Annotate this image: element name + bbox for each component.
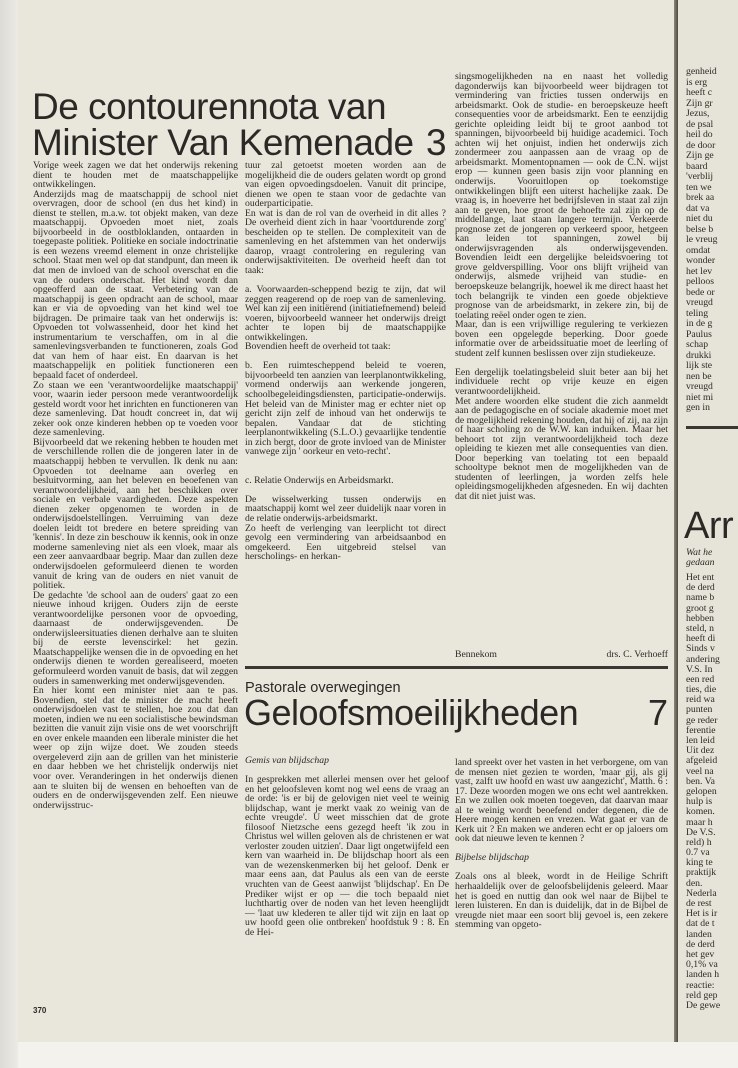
paragraph: De wisselwerking tussen onderwijs en maatschappij komt wel zeer duidelijk naar voren in de relatie onderwijs-arbeidsmarkt. xyxy=(245,493,446,524)
text-line-fragment: len leid xyxy=(686,735,715,746)
text-line-fragment: Zijn ge xyxy=(686,150,714,161)
text-line-fragment: 0.7 va xyxy=(686,847,710,859)
text-line-fragment: een red xyxy=(686,673,715,685)
text-line-fragment: reld) h xyxy=(686,836,712,848)
paragraph: Anderzijds mag de maatschappij de school niet overvragen, door de school (en dus het kind) in dienst te stellen, m.a.w. tot objekt maken, van deze maatschappij. Opvoeden moet niet, zoals bijvoorbeeld in de oostbloklanden, ontaarden in toegepaste politiek. Politieke en sociale indoctrinatie is een wezens vreemd element in onze christelijke school. Staat men wel op dat standpunt, dan meen ik dat men de invloed van de school overschat en die van de ouders onderschat. Het kind wordt dan opgeofferd aan de staat. Verbetering van de maatschappij is geen opdracht aan de school, maar kan er via de opvoeding van het kind wel toe bijdragen. De primaire taak van het onderwijs is: Opvoeden tot volwassenheid, door het kind het instrumentarium te verschaffen, om in al die samenlevingsverbanden te functioneren, zoals God dat van hem of haar eist. En daarvan is het maatschappelijk en politiek functioneren een bepaald facet of onderdeel. xyxy=(33,188,238,382)
text-line-fragment: 0,1% va xyxy=(686,959,718,971)
article2-column-3 xyxy=(455,758,668,930)
text-line-fragment: De V.S. xyxy=(686,826,716,838)
paragraph: Vorige week zagen we dat het onderwijs rekening dient te houden met de maatschappelijke ontwikkelingen. xyxy=(33,160,238,191)
text-line-fragment: praktijk xyxy=(686,867,717,879)
text-line-fragment: in de g xyxy=(686,318,713,329)
text-line-fragment: Uit dez xyxy=(686,745,715,757)
paragraph: singsmogelijkheden na en naast het volledig dagonderwijs kan bijvoorbeeld weer bijdragen tot vermindering van fricties tussen onderwijs en arbeidsmarkt. Ook de studie- en beroepskeuze heeft consequenties voor de arbeidsmarkt. Een te eenzijdig gerichte opleiding leidt bij te groot aanbod tot spanningen, bijvoorbeeld bij huidige academici. Toch achten wij het onjuist, indien het onderwijs zich zondermeer zou aanpassen aan de vraag op de arbeidsmarkt. Momentopnamen — ook de C.N. wijst erop — kunnen geen basis zijn voor planning en onderwijs. Vooruitlopen op toekomstige ontwikkelingen blijft een uiterst hachelijke zaak. De vraag is, in hoeverre het bedrijfsleven in staat zal zijn aan te geven, hoe groot de behoefte zal zijn op de middellange, laat staan langere termijn. Verkeerde prognose zet de jongeren op verkeerd spoor, hetgeen kan leiden tot spanningen, zowel bij onderwijsvragenden als onderwijsgevenden. Bovendien leidt een dergelijke beleidsvoering tot grove geldverspilling. Voor ons blijft vrijheid van onderwijs, alsmede vrijheid van studie- en beroepskeuze belangrijk, hoewel ik me direct haast het toch belangrijk te vinden een goede objektieve prognose van de arbeidsmarkt, in zekere zin, bij de toelating reëel onder ogen te zien. xyxy=(455,71,668,321)
text-line-fragment: ferentie xyxy=(686,724,716,736)
paragraph: land spreekt over het vasten in het verborgene, om van de mensen niet gezien te worden, 'maar gij, als gij vast, zalft uw hoofd en wast uw aangezicht', Matth. 6 : 17. Deze woorden mogen we ons echt wel aantrekken. En we zullen ook moeten toegeven, dat daarvan maar al te weinig wordt beoefend onder degenen, die de Heere mogen kennen en vrezen. Wat gaat er van de Kerk uit ? En maken we anderen echt er op jaloers om ook dat nieuwe leven te kennen ? xyxy=(455,757,668,845)
text-line-fragment: king te xyxy=(686,857,713,869)
text-line-fragment: heeft di xyxy=(686,633,716,645)
text-line-fragment: Sinds v xyxy=(686,643,715,655)
paragraph: Zoals ons al bleek, wordt in de Heilige Schrift herhaaldelijk over de geloofsbelijdenis geleerd. Maar het is goed en nuttig dan ook wel naar de Bijbel te leren luisteren. En dan is duidelijk, dat in de Bijbel de vreugde niet maar een soort blij gevoel is, een zekere stemming van opgeto- xyxy=(455,871,668,931)
text-line-fragment: lijk ste xyxy=(686,360,713,371)
text-line-fragment: de rest xyxy=(686,898,712,909)
text-line-fragment: bede or xyxy=(686,286,715,298)
text-line-fragment: veel na xyxy=(686,765,714,777)
text-line-fragment: reactie: xyxy=(686,979,715,991)
text-line-fragment: het lev xyxy=(686,265,713,277)
text-line-fragment: landen xyxy=(686,928,712,940)
adjacent-article-subtitle xyxy=(686,548,715,567)
text-line-fragment: punten xyxy=(686,704,713,716)
text-line-fragment: de derd xyxy=(686,582,715,594)
text-line-fragment: hebben xyxy=(686,612,714,624)
text-line-fragment: ben. Va xyxy=(686,775,715,787)
text-line-fragment: gen in xyxy=(686,402,710,413)
text-line-fragment: dat de t xyxy=(686,918,715,930)
article-title-line2: Minister Van Kemenade xyxy=(32,122,414,163)
signature-place: Bennekom xyxy=(455,649,497,660)
paragraph: a. Voorwaarden-scheppend bezig te zijn, dat wil zeggen reagerend op de roep van de samenleving. Wel kan zij een initiërend (initiatiefnemend) beleid voeren, bijvoorbeeld wanneer het onderwijs dreigt achter te lopen bij de maatschappijke ontwikkelingen. xyxy=(245,284,446,343)
text-line-fragment: nen be xyxy=(686,370,712,382)
text-line-fragment: De gewe xyxy=(686,999,721,1011)
paragraph: En hier komt een minister niet aan te pas. Bovendien, stel dat de minister de macht heeft onderwijsdoelen vast te stellen, hoe zou dat dan moeten, indien we nu een socialistische bewindsman bezitten die vanuit zijn visie ons de wet voorschrijft en over enkele maanden een liberale minister die het weer op zijn wijze doet. We zouden steeds overgeleverd zijn aan de grillen van het ministerie en daar hebben we het christelijk onderwijs niet voor over. Veranderingen in het onderwijs dienen aan te sluiten bij de wensen en behoeften van de ouders en de onderwijsgevenden zelf. Een nieuwe onderwijsstruc- xyxy=(33,685,238,811)
text-line-fragment: teling xyxy=(686,307,709,319)
text-line-fragment: niet mi xyxy=(686,391,714,403)
paragraph: Een dergelijk toelatingsbeleid sluit beter aan bij het individuele recht op vrije keuze en eigen verantwoordelijkheid. xyxy=(455,366,668,397)
text-line-fragment: genheid xyxy=(686,66,717,77)
paragraph: Zo heeft de verlenging van leerplicht tot direct gevolg een vermindering van arbeidsaanbod en omgekeerd. Een uitgebreid stelsel van herscholings- en herkan- xyxy=(245,522,446,563)
text-line-fragment: Het ent xyxy=(686,572,715,583)
text-line-fragment: de door xyxy=(686,139,716,151)
text-line-fragment: Zijn gr xyxy=(686,97,713,109)
text-line-fragment: Wat he xyxy=(686,547,713,558)
article2-title: Geloofsmoeilijkheden xyxy=(244,692,579,733)
text-line-fragment: V.S. In xyxy=(686,663,713,675)
text-line-fragment: het gev xyxy=(686,948,715,960)
article-part-number: 3 xyxy=(426,122,447,163)
text-line-fragment: vreugd xyxy=(686,297,713,308)
text-line-fragment: de psal xyxy=(686,118,714,130)
text-line-fragment: den. xyxy=(686,877,703,889)
text-line-fragment: gelopen xyxy=(686,785,717,797)
text-line-fragment: landen h xyxy=(686,969,720,981)
paragraph: Met andere woorden elke student die zich aanmeldt aan de pedagogische en of sociale akademie moet met de mogelijkheid rekening houden, dat hij of zij, na zijn of haar scholing zo de W.W. kan induiken. Maar het behoort tot zijn verantwoordelijkheid toch deze opleiding te kiezen met alle consequenties van dien. Door beperking van toelating tot een bepaald schooltype beknot men de mogelijkheden van de studenten of leerlingen, ja worden zelfs hele opleidingsmogelijkheden afgesneden. En wij dachten dat dit niet juist was. xyxy=(455,395,668,503)
text-line-fragment: ten we xyxy=(686,181,712,193)
text-line-fragment: maar h xyxy=(686,816,713,828)
paragraph: tuur zal getoetst moeten worden aan de mogelijkheid die de ouders gelaten wordt op grond van eigen opvoedingsdoelen. Vanuit dit principe, dienen we open te staan voor de gedachte van ouderparticipatie. xyxy=(245,160,446,210)
text-line-fragment: wonder xyxy=(686,255,716,266)
text-line-fragment: komen. xyxy=(686,806,715,818)
text-line-fragment: reid wa xyxy=(686,694,715,706)
text-line-fragment: niet du xyxy=(686,213,713,224)
text-line-fragment: groot g xyxy=(686,602,714,614)
text-line-fragment: heeft c xyxy=(686,87,713,98)
paragraph: In gesprekken met allerlei mensen over het geloof en het geloofsleven komt nog wel eens de vraag an de orde: 'is er bij de gelovigen niet veel te weinig blijdschap, want je merkt vaak zo weinig van de echte vreugde'. U weet misschien dat de grote filosoof Nietzsche eens gezegd heeft 'ik zou in Christus wel willen geloven als de christenen er wat verloster zouden uitzien'. Daar ligt ongetwijfeld een kern van waarheid in. De blijdschap hoort als een van de wezenskenmerken bij het geloof. Denk er maar eens aan, dat Paulus als een van de eerste vruchten van de Geest aanwijst 'blijdschap'. En De Prediker wijst er op — die toch bepaald niet luchthartig over de noden van het leven heenglijdt — 'laat uw klederen te aller tijd wit zijn en laat op uw hoofd geen olie ontbreken' hoofdstuk 9 : 8. En de Hei- xyxy=(245,774,449,938)
article1-column-2 xyxy=(245,161,446,562)
paragraph: Zo staan we een 'verantwoordelijke maatschappij' voor, waarin ieder persoon mede verantwoordelijk gesteld wordt voor het inrichten en functioneren van deze samenleving. Dat houdt concreet in, dat wij zeker ook onze kinderen hebben op te voeden voor deze samenleving. xyxy=(33,379,238,439)
text-line-fragment: belse b xyxy=(686,223,714,235)
paragraph: De gedachte 'de school aan de ouders' gaat zo een nieuwe inhoud krijgen. Ouders zijn de eerste verantwoordelijke personen voor de opvoeding, daarnaast de onderwijsgevenden. De onderwijsleersituaties dienen derhalve aan te sluiten bij de eerste levenscirkel: het gezin. Maatschappelijke wensen die in de opvoeding en het onderwijs dienen te worden gerealiseerd, moeten geformuleerd worden vanuit de basis, dat wil zeggen ouders in samenwerking met onderwijsgevenden. xyxy=(33,589,238,687)
article2-subhead: Gemis van blijdschap xyxy=(245,755,329,766)
article2-kicker: Pastorale overwegingen xyxy=(245,680,401,696)
text-line-fragment: is erg xyxy=(686,76,708,88)
text-line-fragment: andering xyxy=(686,653,720,665)
text-line-fragment: gedaan xyxy=(686,556,715,568)
text-line-fragment: Paulus xyxy=(686,328,712,340)
text-line-fragment: Het is ir xyxy=(686,908,718,920)
text-line-fragment: omdat xyxy=(686,244,711,256)
text-line-fragment: Nederla xyxy=(686,887,717,899)
text-line-fragment: ties, die xyxy=(686,684,717,696)
text-line-fragment: reld gep xyxy=(686,989,718,1001)
text-line-fragment: baard xyxy=(686,160,708,172)
paragraph: b. Een ruimtescheppend beleid te voeren, bijvoorbeeld ten aanzien van leerplanontwikkeling, vormend onderwijs aan werkende jongeren, schoolbegeleidingsdiensten, participatie-onderwijs. Het beleid van de Minister mag er echter niet op gericht zijn zelf de inhoud van het onderwijs te bepalen. Vandaar dat de stichting leerplanontwikkeling (S.L.O.) gevaarlijke tendentie in zich bergt, door de grote invloed van de Minister vanwege zijn ' oorkeur en veto-recht'. xyxy=(245,360,446,458)
article2-part-number: 7 xyxy=(648,692,668,733)
text-line-fragment: vreugd xyxy=(686,381,713,392)
text-line-fragment: pelloos xyxy=(686,276,714,287)
text-line-fragment: ge reder xyxy=(686,714,718,726)
article2-column-2 xyxy=(245,775,449,937)
paragraph: Bovendien heeft de overheid tot taak: xyxy=(245,341,391,353)
text-line-fragment: hulp is xyxy=(686,796,713,808)
article-divider-rule xyxy=(245,666,668,669)
text-line-fragment: afgeleid xyxy=(686,755,718,767)
adjacent-page-bottom-text xyxy=(686,573,720,1011)
article-title-line1: De contourennota van xyxy=(32,86,387,127)
text-line-fragment: heil do xyxy=(686,129,713,140)
text-line-fragment: le vreug xyxy=(686,234,718,245)
article1-column-3 xyxy=(455,72,668,502)
adjacent-page xyxy=(678,0,738,1042)
scan-margin xyxy=(18,1042,738,1068)
signature-author: drs. C. Verhoeff xyxy=(606,649,668,660)
text-line-fragment: steld, n xyxy=(686,622,714,634)
paragraph: Bijvoorbeeld dat we rekening hebben te houden met de verschillende rollen die de jongeren later in de maatschappij hebben te vervullen. Ik denk nu aan: Opvoeden tot deelname aan overleg en besluitvorming, aan het beleven en beoefenen van verantwoordelijkheid, aan het beschikken over sociale en verbale vaardigheden. Deze aspekten dienen zeker opgenomen te worden in de onderwijsdoelstellingen. Verruiming van deze doelen leidt tot bredere en betere spreiding van 'kennis'. In deze zin beschouw ik kennis, ook in onze moderne samenleving niet als een vloek, maar als een zeer aanvaardbaar begrip. Maar dan zullen deze onderwijsdoelen geformuleerd dienen te worden vanuit de kring van de ouders en niet vanuit de politiek. xyxy=(33,436,238,592)
article-signature xyxy=(455,650,668,660)
paragraph: c. Relatie Onderwijs en Arbeidsmarkt. xyxy=(245,474,394,486)
text-line-fragment: brek aa xyxy=(686,192,715,203)
page-number: 370 xyxy=(33,1006,47,1015)
text-line-fragment: de derd xyxy=(686,938,715,950)
paragraph: Maar, dan is een vrijwillige regulering te verkiezen boven een opgelegde beperking. Door goede informatie over de arbeidssituatie moet de leerling of student zelf kunnen beslissen over zijn studiekeuze. xyxy=(455,319,668,359)
article1-column-1 xyxy=(33,161,238,810)
article2-subhead-2: Bijbelse blijdschap xyxy=(455,852,529,864)
adjacent-page-top-text xyxy=(686,67,717,414)
adjacent-article-title: Arr xyxy=(684,505,734,547)
adjacent-divider-rule xyxy=(686,426,738,429)
paragraph: En wat is dan de rol van de overheid in dit alles ? De overheid dient zich in haar 'voortdurende zorg' bescheiden op te stellen. De complexiteit van de samenleving en het afstemmen van het onderwijs daarop, vraagt controlering en regulering van onderwijsaktiviteiten. De overheid heeft dan tot taak: xyxy=(245,207,446,277)
text-line-fragment: dat va xyxy=(686,202,710,214)
text-line-fragment: Jezus, xyxy=(686,108,710,119)
text-line-fragment: schap xyxy=(686,339,709,350)
scan-edge xyxy=(0,0,18,1068)
text-line-fragment: name b xyxy=(686,592,715,604)
paragraph-gap xyxy=(245,457,446,467)
text-line-fragment: drukki xyxy=(686,349,712,361)
text-line-fragment: 'verblij xyxy=(686,171,714,182)
